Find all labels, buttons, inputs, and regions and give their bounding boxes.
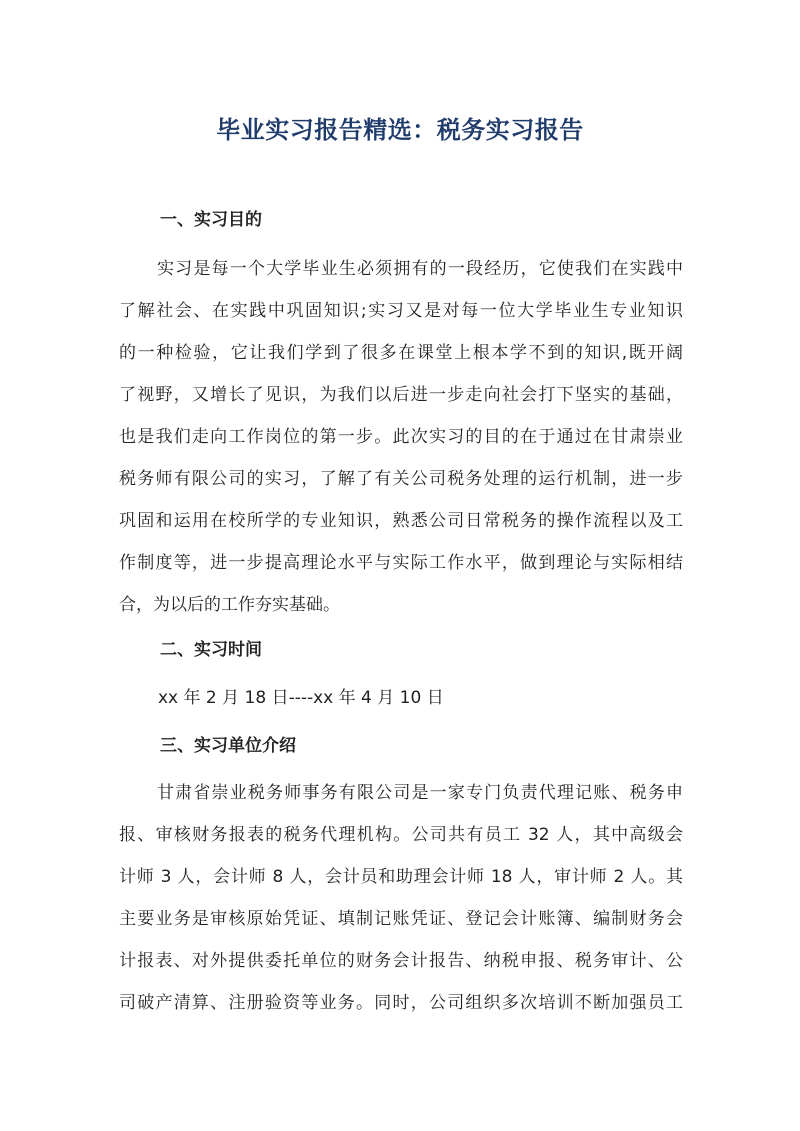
paragraph-line: 税务师有限公司的实习，了解了有关公司税务处理的运行机制，进一步 xyxy=(119,469,683,489)
section-body-purpose xyxy=(119,248,683,626)
paragraph-line: 作制度等，进一步提高理论水平与实际工作水平，做到理论与实际相结 xyxy=(119,553,683,573)
section-heading-time: 二、实习时间 xyxy=(160,640,262,660)
paragraph-line: 的一种检验，它让我们学到了很多在课堂上根本学不到的知识,既开阔 xyxy=(119,343,683,363)
paragraph-line: 了视野，又增长了见识，为我们以后进一步走向社会打下坚实的基础， xyxy=(119,385,683,405)
internship-date-range: xx 年 2 月 18 日----xx 年 4 月 10 日 xyxy=(158,688,444,708)
paragraph-line: 司破产清算、注册验资等业务。同时，公司组织多次培训不断加强员工 xyxy=(119,993,683,1013)
document-title: 毕业实习报告精选：税务实习报告 xyxy=(216,116,584,144)
section-heading-company: 三、实习单位介绍 xyxy=(160,736,296,756)
paragraph-line: 实习是每一个大学毕业生必须拥有的一段经历，它使我们在实践中 xyxy=(157,259,683,279)
section-body-company xyxy=(119,772,683,1024)
paragraph-line: 主要业务是审核原始凭证、填制记账凭证、登记会计账簿、编制财务会 xyxy=(119,909,683,929)
paragraph-line: 也是我们走向工作岗位的第一步。此次实习的目的在于通过在甘肃崇业 xyxy=(119,427,683,447)
paragraph-line: 巩固和运用在校所学的专业知识，熟悉公司日常税务的操作流程以及工 xyxy=(119,511,683,531)
paragraph-line: 计师 3 人，会计师 8 人，会计员和助理会计师 18 人，审计师 2 人。其 xyxy=(119,867,683,887)
paragraph-line: 甘肃省崇业税务师事务有限公司是一家专门负责代理记账、税务申 xyxy=(157,783,683,803)
paragraph-line: 计报表、对外提供委托单位的财务会计报告、纳税申报、税务审计、公 xyxy=(119,951,683,971)
section-heading-purpose: 一、实习目的 xyxy=(160,210,262,230)
paragraph-line: 合，为以后的工作夯实基础。 xyxy=(119,595,340,615)
paragraph-line: 了解社会、在实践中巩固知识;实习又是对每一位大学毕业生专业知识 xyxy=(119,301,683,321)
paragraph-line: 报、审核财务报表的税务代理机构。公司共有员工 32 人，其中高级会 xyxy=(119,825,683,845)
